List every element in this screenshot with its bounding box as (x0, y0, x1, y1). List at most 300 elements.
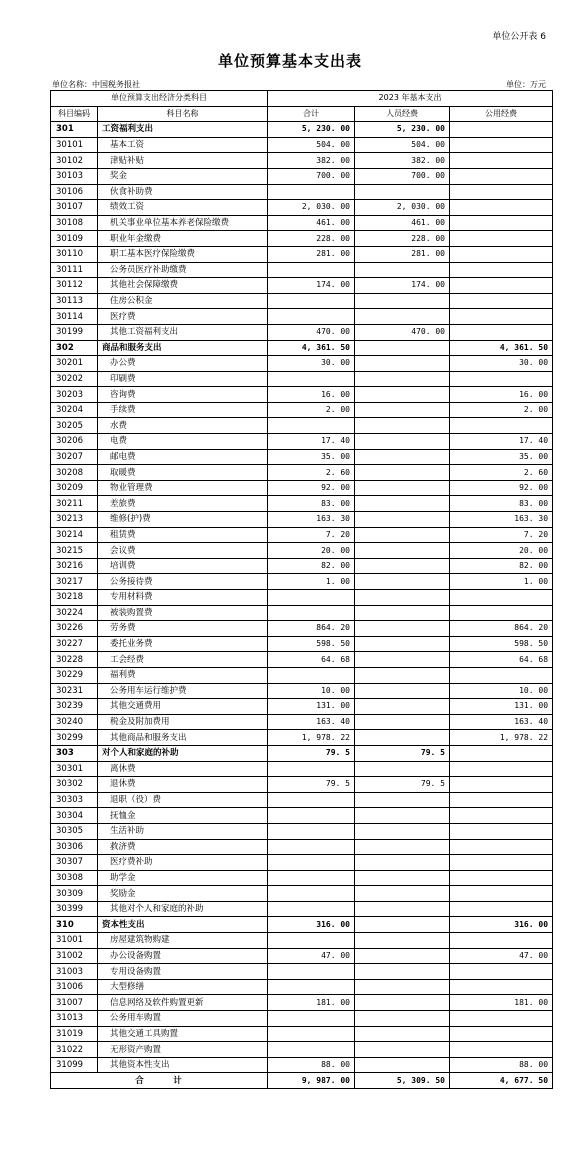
row-public (450, 215, 553, 231)
row-personnel (355, 590, 450, 606)
row-name: 无形资产购置 (98, 1042, 268, 1058)
row-code: 30239 (51, 699, 98, 715)
table-row (51, 605, 553, 621)
row-name: 被装购置费 (98, 605, 268, 621)
row-total: 2. 00 (268, 402, 355, 418)
table-row (51, 590, 553, 606)
row-name: 会议费 (98, 543, 268, 559)
row-public (450, 901, 553, 917)
row-personnel (355, 667, 450, 683)
row-name: 住房公积金 (98, 293, 268, 309)
row-public (450, 823, 553, 839)
table-row (51, 1057, 553, 1073)
row-public: 864. 20 (450, 621, 553, 637)
row-name: 委托业务费 (98, 636, 268, 652)
row-total (268, 667, 355, 683)
table-row (51, 964, 553, 980)
row-total: 1. 00 (268, 574, 355, 590)
row-code: 30227 (51, 636, 98, 652)
row-personnel (355, 808, 450, 824)
row-total: 1, 978. 22 (268, 730, 355, 746)
row-total (268, 855, 355, 871)
row-public (450, 122, 553, 138)
row-name: 职工基本医疗保险缴费 (98, 246, 268, 262)
row-name: 公务员医疗补助缴费 (98, 262, 268, 278)
row-public: 316. 00 (450, 917, 553, 933)
row-personnel: 461. 00 (355, 215, 450, 231)
row-total (268, 418, 355, 434)
row-total: 700. 00 (268, 168, 355, 184)
row-code: 30240 (51, 714, 98, 730)
row-personnel (355, 402, 450, 418)
row-name: 医疗费 (98, 309, 268, 325)
row-code: 31003 (51, 964, 98, 980)
row-code: 30307 (51, 855, 98, 871)
row-total (268, 293, 355, 309)
row-code: 30226 (51, 621, 98, 637)
row-code: 30203 (51, 387, 98, 403)
row-total: 35. 00 (268, 449, 355, 465)
table-row (51, 699, 553, 715)
table-row (51, 293, 553, 309)
row-code: 30231 (51, 683, 98, 699)
row-personnel (355, 434, 450, 450)
row-code: 30218 (51, 590, 98, 606)
table-row (51, 901, 553, 917)
row-personnel (355, 418, 450, 434)
row-public (450, 933, 553, 949)
row-personnel: 382. 00 (355, 153, 450, 169)
row-public (450, 309, 553, 325)
row-code: 30305 (51, 823, 98, 839)
row-total (268, 184, 355, 200)
table-row (51, 496, 553, 512)
row-total: 79. 5 (268, 745, 355, 761)
row-total (268, 839, 355, 855)
row-total: 64. 68 (268, 652, 355, 668)
row-name: 取暖费 (98, 465, 268, 481)
row-public (450, 184, 553, 200)
row-total: 83. 00 (268, 496, 355, 512)
row-name: 职业年金缴费 (98, 231, 268, 247)
row-code: 30303 (51, 792, 98, 808)
row-public (450, 153, 553, 169)
row-name: 手续费 (98, 402, 268, 418)
row-code: 30206 (51, 434, 98, 450)
row-code: 30217 (51, 574, 98, 590)
category-row (51, 122, 553, 138)
row-name: 大型修缮 (98, 979, 268, 995)
row-code: 30309 (51, 886, 98, 902)
row-public (450, 667, 553, 683)
row-personnel (355, 636, 450, 652)
table-row (51, 839, 553, 855)
table-row (51, 948, 553, 964)
row-code: 30107 (51, 200, 98, 216)
row-personnel (355, 948, 450, 964)
row-public (450, 745, 553, 761)
table-row (51, 995, 553, 1011)
row-name: 退职（役）费 (98, 792, 268, 808)
row-code: 30201 (51, 356, 98, 372)
header-column-row (51, 106, 553, 122)
row-total: 281. 00 (268, 246, 355, 262)
row-code: 30214 (51, 527, 98, 543)
category-row (51, 745, 553, 761)
row-personnel (355, 683, 450, 699)
row-code: 30111 (51, 262, 98, 278)
row-name: 其他对个人和家庭的补助 (98, 901, 268, 917)
row-code: 31022 (51, 1042, 98, 1058)
row-code: 30106 (51, 184, 98, 200)
row-code: 30112 (51, 278, 98, 294)
row-total: 17. 40 (268, 434, 355, 450)
row-code: 31099 (51, 1057, 98, 1073)
row-personnel (355, 886, 450, 902)
table-row (51, 652, 553, 668)
row-public (450, 761, 553, 777)
row-public (450, 262, 553, 278)
row-total (268, 870, 355, 886)
row-public: 35. 00 (450, 449, 553, 465)
table-row (51, 168, 553, 184)
row-name: 福利费 (98, 667, 268, 683)
row-total: 864. 20 (268, 621, 355, 637)
row-code: 30204 (51, 402, 98, 418)
row-personnel (355, 917, 450, 933)
row-personnel (355, 761, 450, 777)
row-name: 印刷费 (98, 371, 268, 387)
row-name: 对个人和家庭的补助 (98, 745, 268, 761)
table-row (51, 200, 553, 216)
table-row (51, 309, 553, 325)
row-total (268, 933, 355, 949)
row-public: 181. 00 (450, 995, 553, 1011)
row-personnel (355, 184, 450, 200)
row-code: 30113 (51, 293, 98, 309)
row-personnel (355, 512, 450, 528)
row-public (450, 979, 553, 995)
row-public: 598. 50 (450, 636, 553, 652)
row-public: 10. 00 (450, 683, 553, 699)
row-name: 助学金 (98, 870, 268, 886)
row-name: 抚恤金 (98, 808, 268, 824)
row-public (450, 1026, 553, 1042)
row-public: 20. 00 (450, 543, 553, 559)
row-total (268, 1042, 355, 1058)
row-code: 31001 (51, 933, 98, 949)
row-code: 31002 (51, 948, 98, 964)
row-total (268, 823, 355, 839)
unit-name: 单位名称：中国税务报社 (52, 80, 140, 89)
row-total: 7. 20 (268, 527, 355, 543)
table-row (51, 558, 553, 574)
row-name: 工资福利支出 (98, 122, 268, 138)
row-name: 维修(护)费 (98, 512, 268, 528)
row-code: 30202 (51, 371, 98, 387)
row-name: 水费 (98, 418, 268, 434)
row-personnel (355, 964, 450, 980)
table-row (51, 402, 553, 418)
row-public (450, 839, 553, 855)
row-code: 30208 (51, 465, 98, 481)
total-personnel: 5, 309. 50 (355, 1073, 450, 1089)
row-public (450, 371, 553, 387)
row-public (450, 605, 553, 621)
total-public: 4, 677. 50 (450, 1073, 553, 1089)
row-code: 30399 (51, 901, 98, 917)
row-code: 31019 (51, 1026, 98, 1042)
row-public (450, 870, 553, 886)
row-public (450, 1011, 553, 1027)
row-personnel: 2, 030. 00 (355, 200, 450, 216)
row-name: 机关事业单位基本养老保险缴费 (98, 215, 268, 231)
row-code: 30308 (51, 870, 98, 886)
table-row (51, 714, 553, 730)
row-personnel (355, 574, 450, 590)
row-total: 82. 00 (268, 558, 355, 574)
row-name: 税金及附加费用 (98, 714, 268, 730)
row-personnel (355, 1042, 450, 1058)
table-row (51, 667, 553, 683)
row-personnel (355, 714, 450, 730)
row-code: 30301 (51, 761, 98, 777)
row-public: 2. 60 (450, 465, 553, 481)
row-name: 绩效工资 (98, 200, 268, 216)
row-total (268, 808, 355, 824)
row-public: 64. 68 (450, 652, 553, 668)
row-code: 30110 (51, 246, 98, 262)
table-row (51, 480, 553, 496)
header-group-row (51, 91, 553, 107)
row-personnel (355, 558, 450, 574)
row-public (450, 246, 553, 262)
row-name: 奖励金 (98, 886, 268, 902)
row-total (268, 309, 355, 325)
row-name: 离休费 (98, 761, 268, 777)
total-label: 合 计 (51, 1073, 268, 1089)
row-code: 30103 (51, 168, 98, 184)
row-personnel (355, 449, 450, 465)
table-row (51, 418, 553, 434)
row-personnel (355, 309, 450, 325)
row-name: 电费 (98, 434, 268, 450)
row-public (450, 137, 553, 153)
row-public: 131. 00 (450, 699, 553, 715)
row-code: 30299 (51, 730, 98, 746)
row-code: 30229 (51, 667, 98, 683)
row-personnel (355, 1057, 450, 1073)
row-total: 504. 00 (268, 137, 355, 153)
row-public (450, 1042, 553, 1058)
row-personnel (355, 839, 450, 855)
row-public: 2. 00 (450, 402, 553, 418)
budget-table (50, 90, 553, 1089)
row-code: 30213 (51, 512, 98, 528)
row-public: 1. 00 (450, 574, 553, 590)
row-name: 资本性支出 (98, 917, 268, 933)
row-name: 退休费 (98, 777, 268, 793)
row-code: 302 (51, 340, 98, 356)
row-personnel: 470. 00 (355, 324, 450, 340)
row-public (450, 231, 553, 247)
row-code: 30109 (51, 231, 98, 247)
table-row (51, 543, 553, 559)
row-code: 30205 (51, 418, 98, 434)
row-personnel (355, 262, 450, 278)
row-name: 物业管理费 (98, 480, 268, 496)
row-personnel (355, 605, 450, 621)
total-sum: 9, 987. 00 (268, 1073, 355, 1089)
row-name: 邮电费 (98, 449, 268, 465)
row-public (450, 293, 553, 309)
row-total: 20. 00 (268, 543, 355, 559)
header-group-left: 单位预算支出经济分类科目 (51, 91, 268, 107)
header-total: 合计 (268, 106, 355, 122)
row-public: 16. 00 (450, 387, 553, 403)
row-total: 10. 00 (268, 683, 355, 699)
row-code: 303 (51, 745, 98, 761)
row-total (268, 590, 355, 606)
row-personnel (355, 870, 450, 886)
row-public: 7. 20 (450, 527, 553, 543)
row-total: 131. 00 (268, 699, 355, 715)
header-public: 公用经费 (450, 106, 553, 122)
row-public (450, 808, 553, 824)
row-name: 其他商品和服务支出 (98, 730, 268, 746)
total-row (51, 1073, 553, 1089)
row-name: 商品和服务支出 (98, 340, 268, 356)
row-total (268, 792, 355, 808)
row-public: 88. 00 (450, 1057, 553, 1073)
row-public (450, 855, 553, 871)
table-row (51, 621, 553, 637)
row-code: 30302 (51, 777, 98, 793)
row-name: 办公费 (98, 356, 268, 372)
table-row (51, 387, 553, 403)
row-personnel (355, 371, 450, 387)
row-name: 工会经费 (98, 652, 268, 668)
table-row (51, 356, 553, 372)
row-personnel: 5, 230. 00 (355, 122, 450, 138)
row-total: 174. 00 (268, 278, 355, 294)
row-total: 181. 00 (268, 995, 355, 1011)
row-total: 382. 00 (268, 153, 355, 169)
row-name: 办公设备购置 (98, 948, 268, 964)
row-code: 310 (51, 917, 98, 933)
row-personnel (355, 979, 450, 995)
row-name: 其他交通工具购置 (98, 1026, 268, 1042)
row-public: 17. 40 (450, 434, 553, 450)
table-row (51, 1042, 553, 1058)
row-name: 其他社会保障缴费 (98, 278, 268, 294)
row-personnel (355, 855, 450, 871)
money-unit: 单位：万元 (506, 80, 546, 89)
row-personnel (355, 901, 450, 917)
row-personnel (355, 1026, 450, 1042)
table-row (51, 761, 553, 777)
row-public (450, 590, 553, 606)
table-row (51, 1026, 553, 1042)
row-public: 163. 40 (450, 714, 553, 730)
row-personnel: 79. 5 (355, 745, 450, 761)
row-code: 301 (51, 122, 98, 138)
row-personnel: 228. 00 (355, 231, 450, 247)
row-public (450, 278, 553, 294)
table-row (51, 262, 553, 278)
row-personnel (355, 730, 450, 746)
row-total: 92. 00 (268, 480, 355, 496)
row-name: 医疗费补助 (98, 855, 268, 871)
row-public (450, 418, 553, 434)
row-name: 差旅费 (98, 496, 268, 512)
row-name: 公务接待费 (98, 574, 268, 590)
row-name: 专用材料费 (98, 590, 268, 606)
table-row (51, 808, 553, 824)
table-row (51, 823, 553, 839)
row-name: 奖金 (98, 168, 268, 184)
table-row (51, 792, 553, 808)
row-code: 30108 (51, 215, 98, 231)
row-personnel (355, 340, 450, 356)
row-total: 163. 40 (268, 714, 355, 730)
table-row (51, 730, 553, 746)
row-total (268, 371, 355, 387)
row-personnel (355, 496, 450, 512)
row-total: 16. 00 (268, 387, 355, 403)
row-public: 1, 978. 22 (450, 730, 553, 746)
row-name: 生活补助 (98, 823, 268, 839)
row-personnel (355, 933, 450, 949)
row-personnel: 700. 00 (355, 168, 450, 184)
row-public (450, 886, 553, 902)
row-public (450, 964, 553, 980)
row-code: 31006 (51, 979, 98, 995)
table-row (51, 855, 553, 871)
row-personnel (355, 652, 450, 668)
row-code: 30306 (51, 839, 98, 855)
category-row (51, 340, 553, 356)
row-personnel (355, 465, 450, 481)
row-personnel (355, 293, 450, 309)
row-code: 30228 (51, 652, 98, 668)
row-public: 163. 30 (450, 512, 553, 528)
table-row (51, 184, 553, 200)
row-total: 228. 00 (268, 231, 355, 247)
table-row (51, 324, 553, 340)
row-personnel (355, 792, 450, 808)
row-total (268, 964, 355, 980)
table-row (51, 246, 553, 262)
row-name: 公务用车购置 (98, 1011, 268, 1027)
row-code: 31013 (51, 1011, 98, 1027)
table-row (51, 465, 553, 481)
row-personnel (355, 527, 450, 543)
row-total: 47. 00 (268, 948, 355, 964)
row-total: 88. 00 (268, 1057, 355, 1073)
row-name: 伙食补助费 (98, 184, 268, 200)
table-row (51, 527, 553, 543)
table-row (51, 434, 553, 450)
row-personnel: 281. 00 (355, 246, 450, 262)
row-total: 461. 00 (268, 215, 355, 231)
table-row (51, 512, 553, 528)
row-personnel (355, 356, 450, 372)
row-total: 470. 00 (268, 324, 355, 340)
table-row (51, 870, 553, 886)
header-personnel: 人员经费 (355, 106, 450, 122)
row-code: 30211 (51, 496, 98, 512)
